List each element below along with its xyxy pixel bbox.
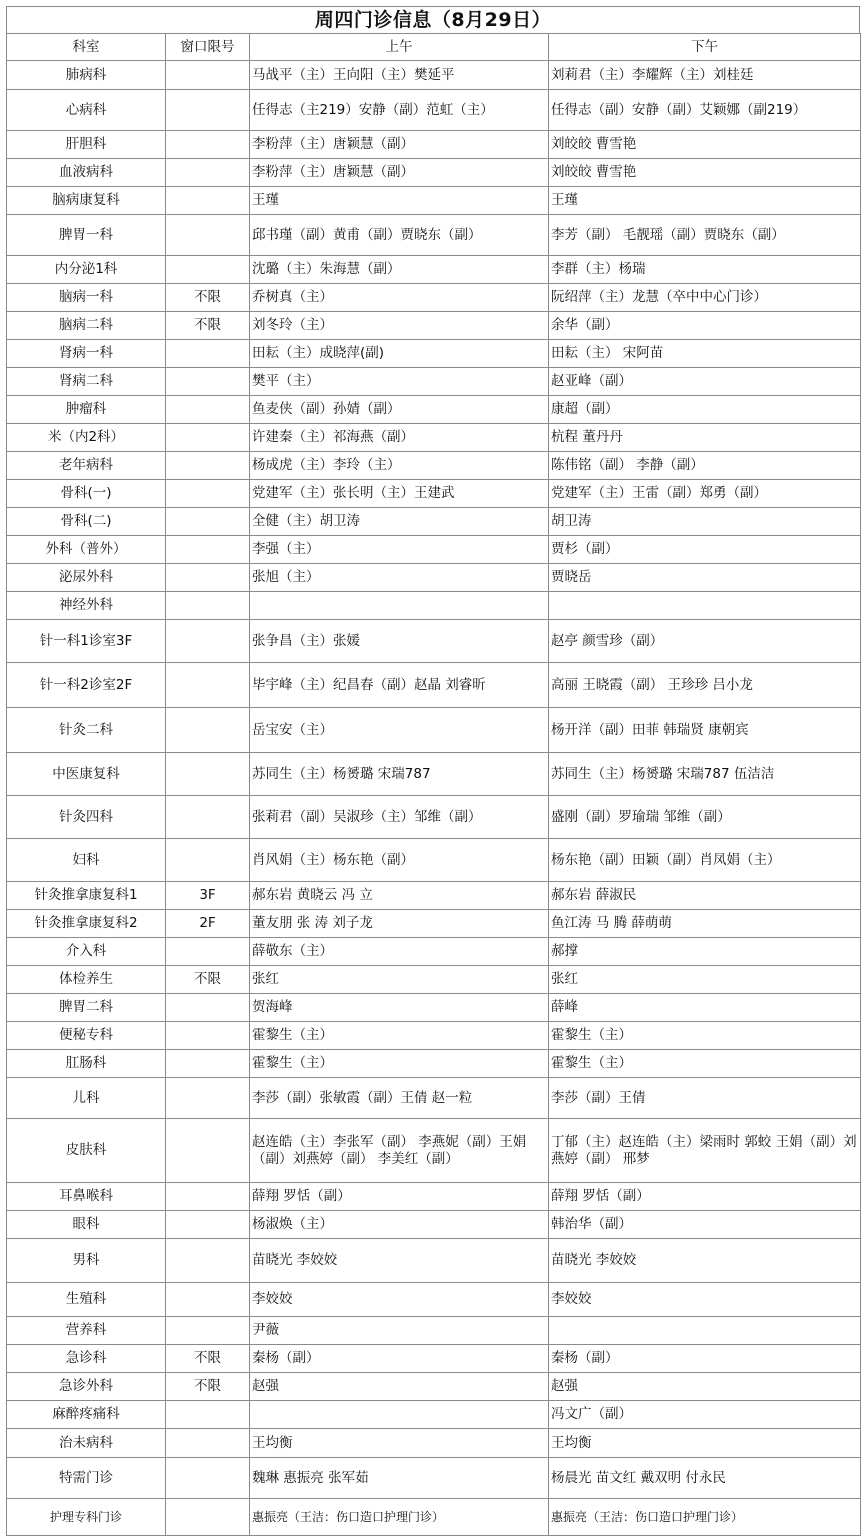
am-cell: 刘冬玲（主） xyxy=(250,312,549,340)
am-cell: 全健（主）胡卫涛 xyxy=(250,508,549,536)
am-cell: 李粉萍（主）唐颖慧（副） xyxy=(250,159,549,187)
limit-cell xyxy=(166,1317,250,1345)
pm-cell: 刘莉君（主）李耀辉（主）刘桂廷 xyxy=(549,61,861,90)
pm-cell: 阮绍萍（主）龙慧（卒中中心门诊） xyxy=(549,284,861,312)
pm-cell: 杨东艳（副）田颖（副）肖凤娟（主） xyxy=(549,839,861,882)
dept-cell: 针灸二科 xyxy=(7,708,166,753)
am-cell: 董友朋 张 涛 刘子龙 xyxy=(250,910,549,938)
am-cell: 张争昌（主）张媛 xyxy=(250,620,549,663)
pm-cell: 刘皎皎 曹雪艳 xyxy=(549,159,861,187)
dept-cell: 皮肤科 xyxy=(7,1119,166,1183)
table-row xyxy=(7,1317,861,1345)
limit-cell xyxy=(166,620,250,663)
dept-cell: 特需门诊 xyxy=(7,1458,166,1499)
dept-cell: 营养科 xyxy=(7,1317,166,1345)
table-row xyxy=(7,796,861,839)
dept-cell: 神经外科 xyxy=(7,592,166,620)
dept-cell: 肾病一科 xyxy=(7,340,166,368)
table-row xyxy=(7,592,861,620)
limit-cell xyxy=(166,256,250,284)
limit-cell xyxy=(166,564,250,592)
pm-cell: 霍黎生（主） xyxy=(549,1022,861,1050)
dept-cell: 肾病二科 xyxy=(7,368,166,396)
table-row xyxy=(7,187,861,215)
pm-cell xyxy=(549,1317,861,1345)
header-limit: 窗口限号 xyxy=(166,34,250,61)
schedule-sheet xyxy=(6,6,860,1536)
header-am: 上午 xyxy=(250,34,549,61)
limit-cell xyxy=(166,796,250,839)
limit-cell xyxy=(166,753,250,796)
am-cell: 李粉萍（主）唐颖慧（副） xyxy=(250,131,549,159)
dept-cell: 脑病二科 xyxy=(7,312,166,340)
dept-cell: 血液病科 xyxy=(7,159,166,187)
dept-cell: 体检养生 xyxy=(7,966,166,994)
table-row xyxy=(7,663,861,708)
pm-cell: 贾杉（副） xyxy=(549,536,861,564)
limit-cell xyxy=(166,340,250,368)
am-cell: 杨成虎（主）李玲（主） xyxy=(250,452,549,480)
am-cell: 郝东岩 黄晓云 冯 立 xyxy=(250,882,549,910)
am-cell: 许建秦（主）祁海燕（副） xyxy=(250,424,549,452)
table-row xyxy=(7,312,861,340)
dept-cell: 针灸推拿康复科2 xyxy=(7,910,166,938)
limit-cell: 不限 xyxy=(166,1373,250,1401)
table-row xyxy=(7,1283,861,1317)
am-cell: 惠振亮（王洁：伤口造口护理门诊） xyxy=(250,1499,549,1536)
table-row xyxy=(7,620,861,663)
table-row xyxy=(7,452,861,480)
pm-cell: 胡卫涛 xyxy=(549,508,861,536)
dept-cell: 儿科 xyxy=(7,1078,166,1119)
table-row xyxy=(7,61,861,90)
am-cell: 张旭（主） xyxy=(250,564,549,592)
table-row xyxy=(7,1078,861,1119)
dept-cell: 心病科 xyxy=(7,90,166,131)
am-cell: 苗晓光 李姣姣 xyxy=(250,1239,549,1283)
table-row xyxy=(7,368,861,396)
am-cell: 霍黎生（主） xyxy=(250,1022,549,1050)
table-row xyxy=(7,508,861,536)
pm-cell: 丁郁（主）赵连皓（主）梁雨时 郭蛟 王娟（副）刘燕婷（副） 邢梦 xyxy=(549,1119,861,1183)
table-row xyxy=(7,131,861,159)
header-row xyxy=(7,34,861,61)
am-cell xyxy=(250,1401,549,1429)
am-cell: 任得志（主219）安静（副）范虹（主） xyxy=(250,90,549,131)
table-row xyxy=(7,994,861,1022)
am-cell: 毕宇峰（主）纪昌春（副）赵晶 刘睿昕 xyxy=(250,663,549,708)
pm-cell: 赵强 xyxy=(549,1373,861,1401)
dept-cell: 肿瘤科 xyxy=(7,396,166,424)
dept-cell: 脑病康复科 xyxy=(7,187,166,215)
schedule-table xyxy=(6,33,861,1536)
am-cell: 薛翔 罗恬（副） xyxy=(250,1183,549,1211)
limit-cell xyxy=(166,61,250,90)
table-row xyxy=(7,938,861,966)
am-cell: 马战平（主）王向阳（主）樊延平 xyxy=(250,61,549,90)
table-row xyxy=(7,839,861,882)
dept-cell: 男科 xyxy=(7,1239,166,1283)
am-cell: 岳宝安（主） xyxy=(250,708,549,753)
pm-cell: 康超（副） xyxy=(549,396,861,424)
limit-cell xyxy=(166,1119,250,1183)
pm-cell: 韩治华（副） xyxy=(549,1211,861,1239)
dept-cell: 生殖科 xyxy=(7,1283,166,1317)
limit-cell xyxy=(166,1401,250,1429)
table-row xyxy=(7,1239,861,1283)
limit-cell xyxy=(166,424,250,452)
sheet-title: 周四门诊信息（8月29日） xyxy=(6,6,860,33)
limit-cell xyxy=(166,1499,250,1536)
dept-cell: 针一科1诊室3F xyxy=(7,620,166,663)
am-cell: 贺海峰 xyxy=(250,994,549,1022)
am-cell: 邱书瑾（副）黄甫（副）贾晓东（副） xyxy=(250,215,549,256)
am-cell: 张莉君（副）吴淑珍（主）邹维（副） xyxy=(250,796,549,839)
am-cell: 樊平（主） xyxy=(250,368,549,396)
pm-cell: 王瑾 xyxy=(549,187,861,215)
table-row xyxy=(7,910,861,938)
table-row xyxy=(7,966,861,994)
limit-cell xyxy=(166,480,250,508)
limit-cell xyxy=(166,396,250,424)
dept-cell: 介入科 xyxy=(7,938,166,966)
pm-cell: 薛峰 xyxy=(549,994,861,1022)
limit-cell xyxy=(166,1239,250,1283)
am-cell: 王瑾 xyxy=(250,187,549,215)
limit-cell: 3F xyxy=(166,882,250,910)
pm-cell: 刘皎皎 曹雪艳 xyxy=(549,131,861,159)
limit-cell xyxy=(166,1283,250,1317)
limit-cell xyxy=(166,1183,250,1211)
limit-cell: 不限 xyxy=(166,1345,250,1373)
limit-cell xyxy=(166,368,250,396)
limit-cell xyxy=(166,508,250,536)
pm-cell: 李莎（副）王倩 xyxy=(549,1078,861,1119)
limit-cell xyxy=(166,159,250,187)
pm-cell: 李芳（副） 毛靓瑶（副）贾晓东（副） xyxy=(549,215,861,256)
pm-cell: 陈伟铭（副） 李静（副） xyxy=(549,452,861,480)
table-row xyxy=(7,753,861,796)
am-cell: 王均衡 xyxy=(250,1429,549,1458)
dept-cell: 脾胃一科 xyxy=(7,215,166,256)
limit-cell xyxy=(166,663,250,708)
pm-cell: 鱼江涛 马 腾 薛萌萌 xyxy=(549,910,861,938)
dept-cell: 老年病科 xyxy=(7,452,166,480)
am-cell: 沈璐（主）朱海慧（副） xyxy=(250,256,549,284)
dept-cell: 眼科 xyxy=(7,1211,166,1239)
table-row xyxy=(7,424,861,452)
pm-cell: 薛翔 罗恬（副） xyxy=(549,1183,861,1211)
am-cell: 鱼麦侠（副）孙婧（副） xyxy=(250,396,549,424)
pm-cell: 惠振亮（王洁：伤口造口护理门诊） xyxy=(549,1499,861,1536)
dept-cell: 肺病科 xyxy=(7,61,166,90)
limit-cell xyxy=(166,131,250,159)
table-row xyxy=(7,536,861,564)
table-row xyxy=(7,396,861,424)
am-cell: 赵连皓（主）李张军（副） 李燕妮（副）王娟（副）刘燕婷（副） 李美红（副） xyxy=(250,1119,549,1183)
dept-cell: 脾胃二科 xyxy=(7,994,166,1022)
dept-cell: 肝胆科 xyxy=(7,131,166,159)
am-cell: 田耘（主）成晓萍(副) xyxy=(250,340,549,368)
dept-cell: 内分泌1科 xyxy=(7,256,166,284)
pm-cell: 余华（副） xyxy=(549,312,861,340)
limit-cell xyxy=(166,187,250,215)
pm-cell: 秦杨（副） xyxy=(549,1345,861,1373)
pm-cell: 郝撑 xyxy=(549,938,861,966)
table-row xyxy=(7,1429,861,1458)
pm-cell: 赵亚峰（副） xyxy=(549,368,861,396)
table-row xyxy=(7,708,861,753)
am-cell: 苏同生（主）杨赟璐 宋瑞787 xyxy=(250,753,549,796)
pm-cell: 霍黎生（主） xyxy=(549,1050,861,1078)
table-row xyxy=(7,1211,861,1239)
table-row xyxy=(7,480,861,508)
am-cell: 乔树真（主） xyxy=(250,284,549,312)
am-cell: 薛敬东（主） xyxy=(250,938,549,966)
am-cell: 肖风娟（主）杨东艳（副） xyxy=(250,839,549,882)
limit-cell xyxy=(166,938,250,966)
table-row xyxy=(7,1050,861,1078)
dept-cell: 骨科(一) xyxy=(7,480,166,508)
limit-cell xyxy=(166,839,250,882)
am-cell: 霍黎生（主） xyxy=(250,1050,549,1078)
limit-cell xyxy=(166,1078,250,1119)
header-dept: 科室 xyxy=(7,34,166,61)
table-row xyxy=(7,1022,861,1050)
dept-cell: 肛肠科 xyxy=(7,1050,166,1078)
limit-cell xyxy=(166,708,250,753)
table-row xyxy=(7,882,861,910)
dept-cell: 便秘专科 xyxy=(7,1022,166,1050)
pm-cell: 贾晓岳 xyxy=(549,564,861,592)
am-cell: 张红 xyxy=(250,966,549,994)
limit-cell xyxy=(166,452,250,480)
limit-cell xyxy=(166,1429,250,1458)
limit-cell xyxy=(166,592,250,620)
pm-cell: 冯文广（副） xyxy=(549,1401,861,1429)
dept-cell: 妇科 xyxy=(7,839,166,882)
dept-cell: 护理专科门诊 xyxy=(7,1499,166,1536)
table-row xyxy=(7,256,861,284)
table-row xyxy=(7,340,861,368)
limit-cell xyxy=(166,536,250,564)
limit-cell: 不限 xyxy=(166,312,250,340)
dept-cell: 针灸推拿康复科1 xyxy=(7,882,166,910)
am-cell: 党建军（主）张长明（主）王建武 xyxy=(250,480,549,508)
am-cell: 李姣姣 xyxy=(250,1283,549,1317)
table-row xyxy=(7,1345,861,1373)
limit-cell xyxy=(166,1022,250,1050)
limit-cell: 不限 xyxy=(166,284,250,312)
dept-cell: 泌尿外科 xyxy=(7,564,166,592)
table-row xyxy=(7,1373,861,1401)
pm-cell: 赵亭 颜雪珍（副） xyxy=(549,620,861,663)
pm-cell: 王均衡 xyxy=(549,1429,861,1458)
am-cell: 秦杨（副） xyxy=(250,1345,549,1373)
pm-cell: 苗晓光 李姣姣 xyxy=(549,1239,861,1283)
table-row xyxy=(7,564,861,592)
pm-cell: 张红 xyxy=(549,966,861,994)
pm-cell: 盛刚（副）罗瑜瑞 邹维（副） xyxy=(549,796,861,839)
dept-cell: 针灸四科 xyxy=(7,796,166,839)
table-row xyxy=(7,90,861,131)
am-cell xyxy=(250,592,549,620)
table-row xyxy=(7,1401,861,1429)
pm-cell: 田耘（主） 宋阿苗 xyxy=(549,340,861,368)
dept-cell: 急诊科 xyxy=(7,1345,166,1373)
limit-cell xyxy=(166,215,250,256)
table-row xyxy=(7,1119,861,1183)
dept-cell: 急诊外科 xyxy=(7,1373,166,1401)
pm-cell: 郝东岩 薛淑民 xyxy=(549,882,861,910)
pm-cell: 杭程 董丹丹 xyxy=(549,424,861,452)
limit-cell xyxy=(166,1211,250,1239)
pm-cell: 李群（主）杨瑞 xyxy=(549,256,861,284)
limit-cell xyxy=(166,1050,250,1078)
limit-cell xyxy=(166,1458,250,1499)
pm-cell: 苏同生（主）杨赟璐 宋瑞787 伍洁洁 xyxy=(549,753,861,796)
am-cell: 李强（主） xyxy=(250,536,549,564)
dept-cell: 麻醉疼痛科 xyxy=(7,1401,166,1429)
am-cell: 魏琳 惠振亮 张军茹 xyxy=(250,1458,549,1499)
pm-cell xyxy=(549,592,861,620)
header-pm: 下午 xyxy=(549,34,861,61)
table-row xyxy=(7,215,861,256)
dept-cell: 耳鼻喉科 xyxy=(7,1183,166,1211)
dept-cell: 脑病一科 xyxy=(7,284,166,312)
dept-cell: 中医康复科 xyxy=(7,753,166,796)
am-cell: 尹薇 xyxy=(250,1317,549,1345)
pm-cell: 杨开洋（副）田菲 韩瑞贤 康朝宾 xyxy=(549,708,861,753)
limit-cell xyxy=(166,90,250,131)
table-row xyxy=(7,1458,861,1499)
table-row xyxy=(7,284,861,312)
table-row xyxy=(7,159,861,187)
am-cell: 杨淑焕（主） xyxy=(250,1211,549,1239)
dept-cell: 骨科(二) xyxy=(7,508,166,536)
dept-cell: 针一科2诊室2F xyxy=(7,663,166,708)
pm-cell: 党建军（主）王雷（副）郑勇（副） xyxy=(549,480,861,508)
table-row xyxy=(7,1183,861,1211)
limit-cell: 2F xyxy=(166,910,250,938)
pm-cell: 任得志（副）安静（副）艾颖娜（副219） xyxy=(549,90,861,131)
dept-cell: 外科（普外） xyxy=(7,536,166,564)
pm-cell: 杨晨光 苗文红 戴双明 付永民 xyxy=(549,1458,861,1499)
dept-cell: 治未病科 xyxy=(7,1429,166,1458)
limit-cell: 不限 xyxy=(166,966,250,994)
pm-cell: 李姣姣 xyxy=(549,1283,861,1317)
pm-cell: 高丽 王晓霞（副） 王珍珍 吕小龙 xyxy=(549,663,861,708)
dept-cell: 米（内2科） xyxy=(7,424,166,452)
table-row xyxy=(7,1499,861,1536)
am-cell: 李莎（副）张敏霞（副）王倩 赵一粒 xyxy=(250,1078,549,1119)
limit-cell xyxy=(166,994,250,1022)
am-cell: 赵强 xyxy=(250,1373,549,1401)
